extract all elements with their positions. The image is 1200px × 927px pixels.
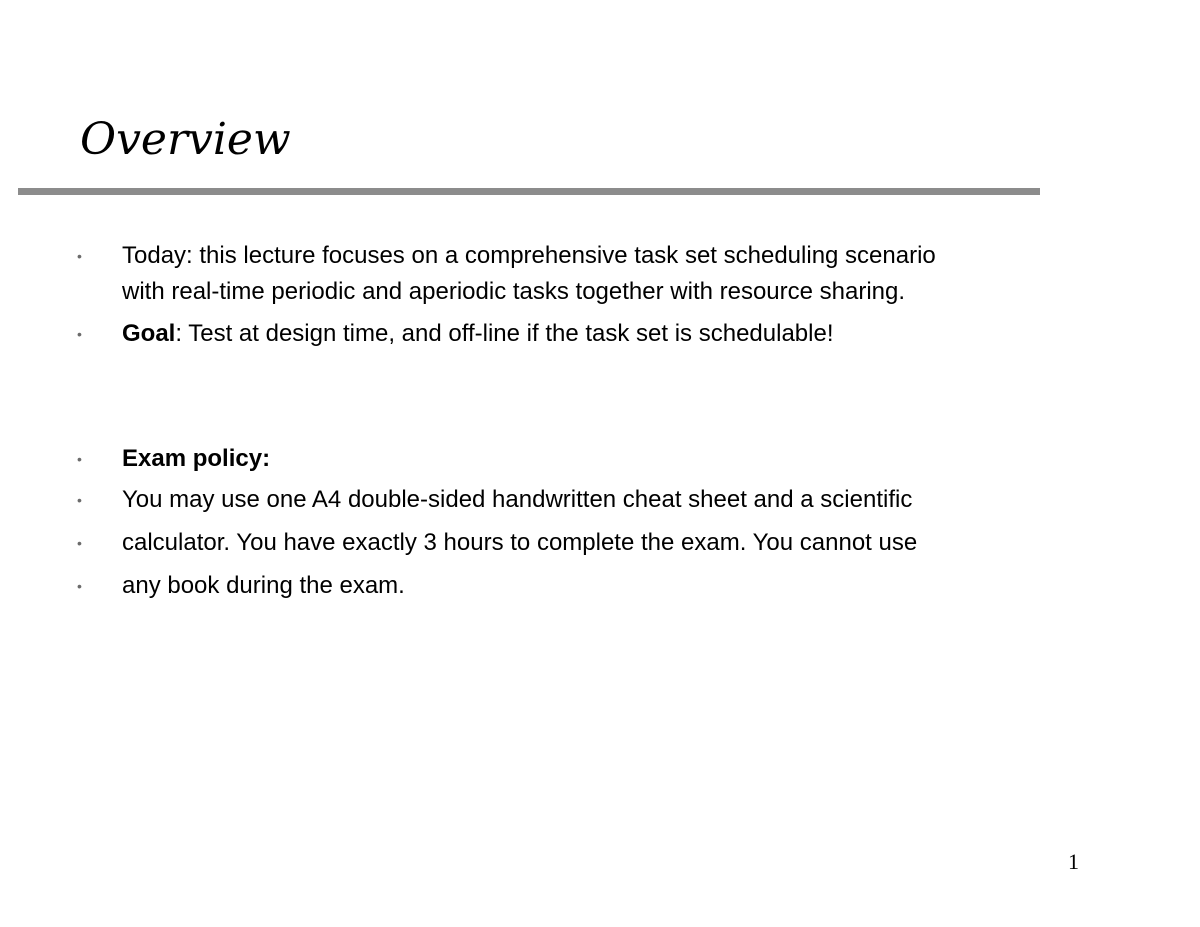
bullet-text (122, 441, 1132, 477)
bullet-text: any book during the exam. (122, 572, 405, 599)
bullet-rest: : Test at design time, and off-line if the task set is schedulable! (175, 320, 834, 347)
title-divider (18, 188, 1040, 195)
slide-title: Overview (80, 114, 291, 165)
bullet-line: with real-time periodic and aperiodic tasks together with resource sharing. (122, 278, 906, 305)
bullet-icon: • (77, 492, 82, 508)
bullet-icon: • (77, 451, 82, 467)
bullet-text (122, 238, 1132, 310)
bullet-rest: : (262, 445, 271, 472)
bullet-text: You may use one A4 double-sided handwritten cheat sheet and a scientific (122, 486, 913, 513)
bullet-icon: • (77, 535, 82, 551)
bullet-text: calculator. You have exactly 3 hours to complete the exam. You cannot use (122, 529, 918, 556)
bullet-line: Today: this lecture focuses on a comprehensive task set scheduling scenario (122, 242, 936, 269)
bullet-bold-label: Goal (122, 320, 176, 347)
bullet-icon: • (77, 248, 82, 264)
bullet-bold-label: Exam policy (122, 445, 263, 472)
bullet-icon: • (77, 578, 82, 594)
bullet-icon: • (77, 326, 82, 342)
bullet-text (122, 316, 1132, 352)
page-number: 1 (1068, 849, 1079, 874)
